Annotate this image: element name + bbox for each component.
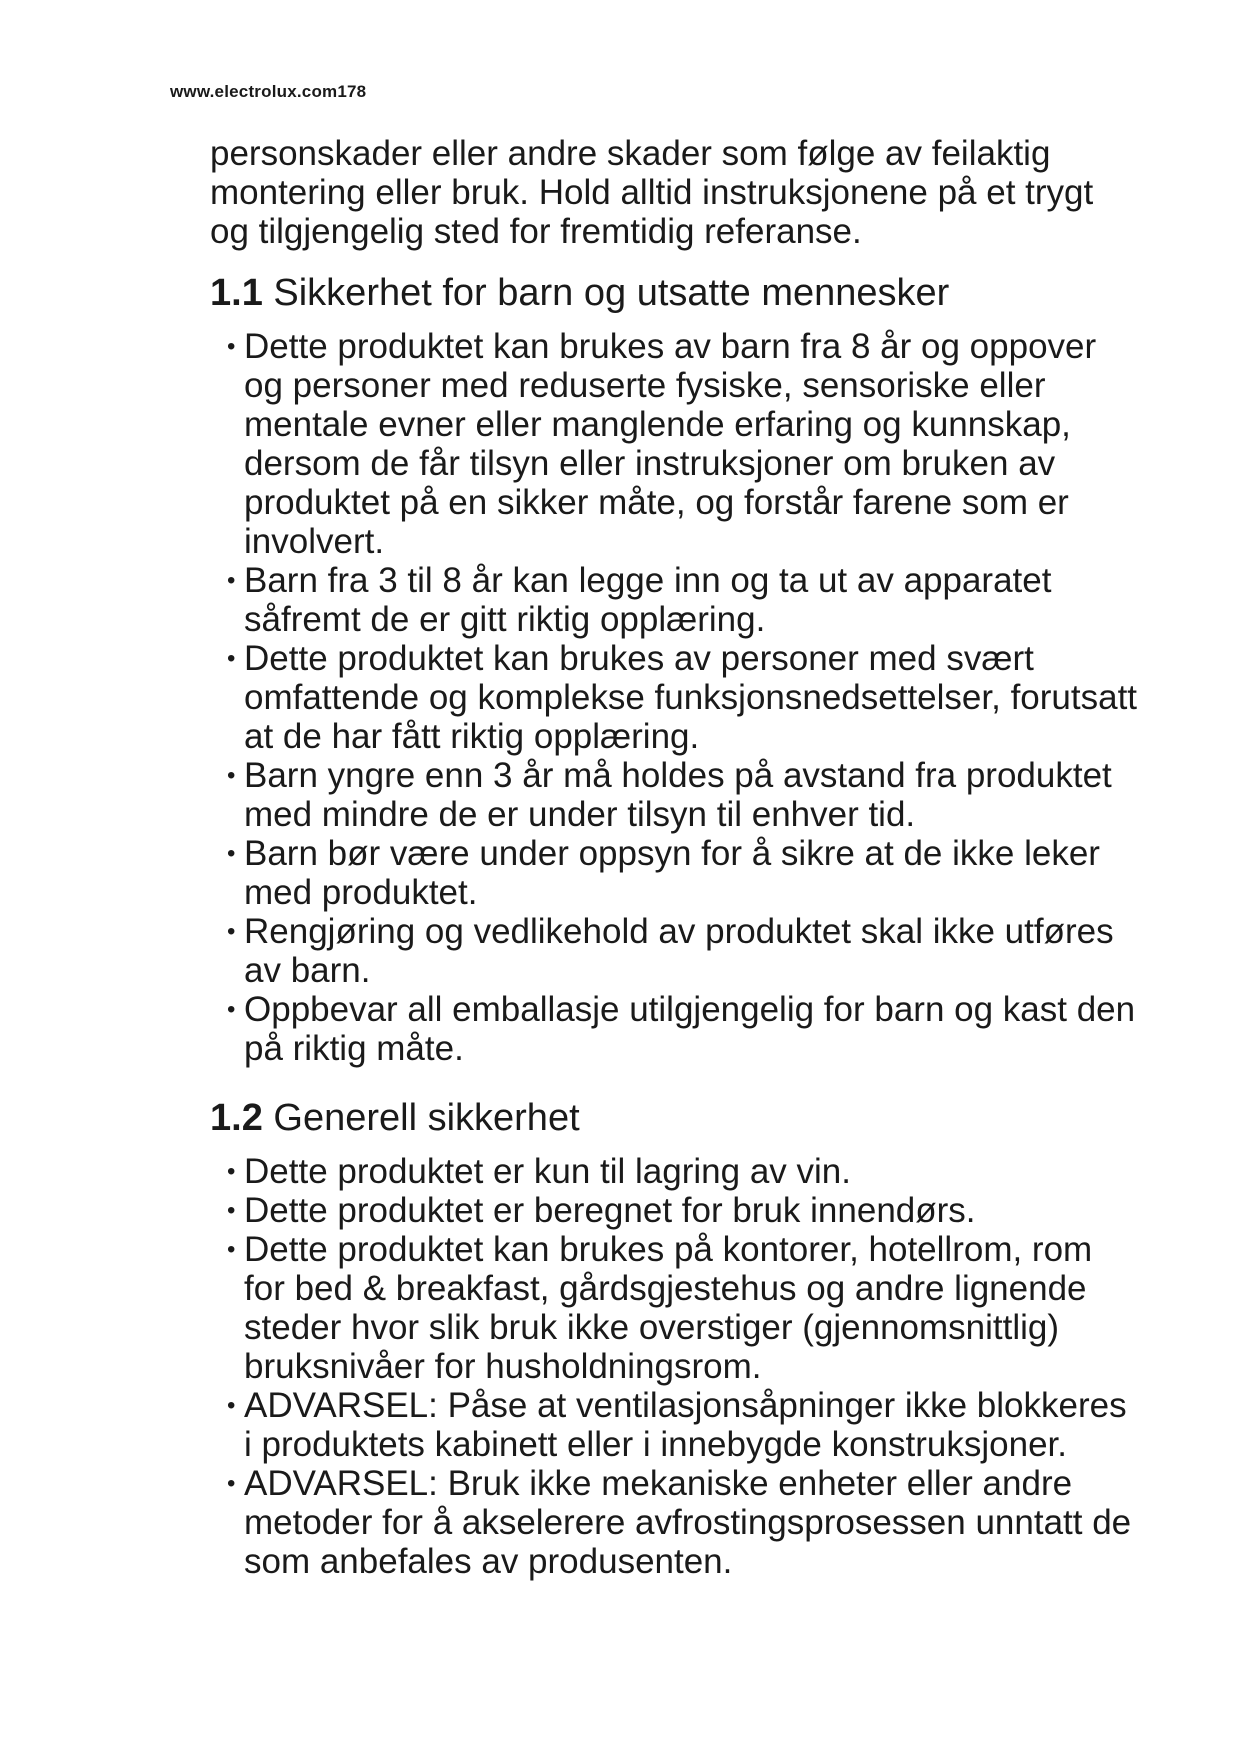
section-number: 1.2	[210, 1097, 263, 1139]
list-item: • Dette produktet kan brukes på kontorer, hotellrom, rom for bed & breakfast, gårdsgjestehus og andre lignende steder hvor slik bruk ikke overstiger (gjennomsnittlig) bruksnivåer for husholdningsrom.	[210, 1230, 1140, 1386]
document-body	[210, 134, 1140, 1581]
intro-paragraph	[210, 134, 1140, 251]
section-1-2	[210, 1094, 1140, 1581]
list-item: • Barn bør være under oppsyn for å sikre at de ikke leker med produktet.	[210, 834, 1140, 912]
section-title: Generell sikkerhet	[273, 1097, 580, 1139]
list-item: • Dette produktet kan brukes av personer med svært omfattende og komplekse funksjonsnedsettelser, forutsatt at de har fått riktig opplæring.	[210, 639, 1140, 756]
list-item: • Dette produktet er kun til lagring av vin.	[210, 1152, 1140, 1191]
list-item: • Dette produktet er beregnet for bruk innendørs.	[210, 1191, 1140, 1230]
list-item: • Dette produktet kan brukes av barn fra 8 år og oppover og personer med reduserte fysiske, sensoriske eller mentale evner eller manglende erfaring og kunnskap, dersom de får tilsyn eller instruksjoner om bruken av produktet på en sikker måte, og forstår farene som er involvert.	[210, 327, 1140, 561]
section-heading	[210, 269, 1140, 317]
section-heading	[210, 1094, 1140, 1142]
list-item: • Oppbevar all emballasje utilgjengelig for barn og kast den på riktig måte.	[210, 990, 1140, 1068]
list-item: • Rengjøring og vedlikehold av produktet skal ikke utføres av barn.	[210, 912, 1140, 990]
list-item: • ADVARSEL: Bruk ikke mekaniske enheter eller andre metoder for å akselerere avfrostingsprosessen unntatt de som anbefales av produsenten.	[210, 1464, 1140, 1581]
bullet-list	[210, 1152, 1140, 1581]
intro-text: personskader eller andre skader som følge av feilaktig montering eller bruk. Hold alltid instruksjonene på et trygt og tilgjengelig sted for fremtidig referanse.	[210, 134, 1094, 251]
section-1-1	[210, 269, 1140, 1068]
section-title: Sikkerhet for barn og utsatte mennesker	[273, 272, 950, 314]
list-item: • ADVARSEL: Påse at ventilasjonsåpninger ikke blokkeres i produktets kabinett eller i innebygde konstruksjoner.	[210, 1386, 1140, 1464]
list-item: • Barn fra 3 til 8 år kan legge inn og ta ut av apparatet såfremt de er gitt riktig opplæring.	[210, 561, 1140, 639]
bullet-list	[210, 327, 1140, 1068]
list-item: • Barn yngre enn 3 år må holdes på avstand fra produktet med mindre de er under tilsyn til enhver tid.	[210, 756, 1140, 834]
section-number: 1.1	[210, 272, 263, 314]
page-header-url: www.electrolux.com178	[170, 82, 367, 101]
